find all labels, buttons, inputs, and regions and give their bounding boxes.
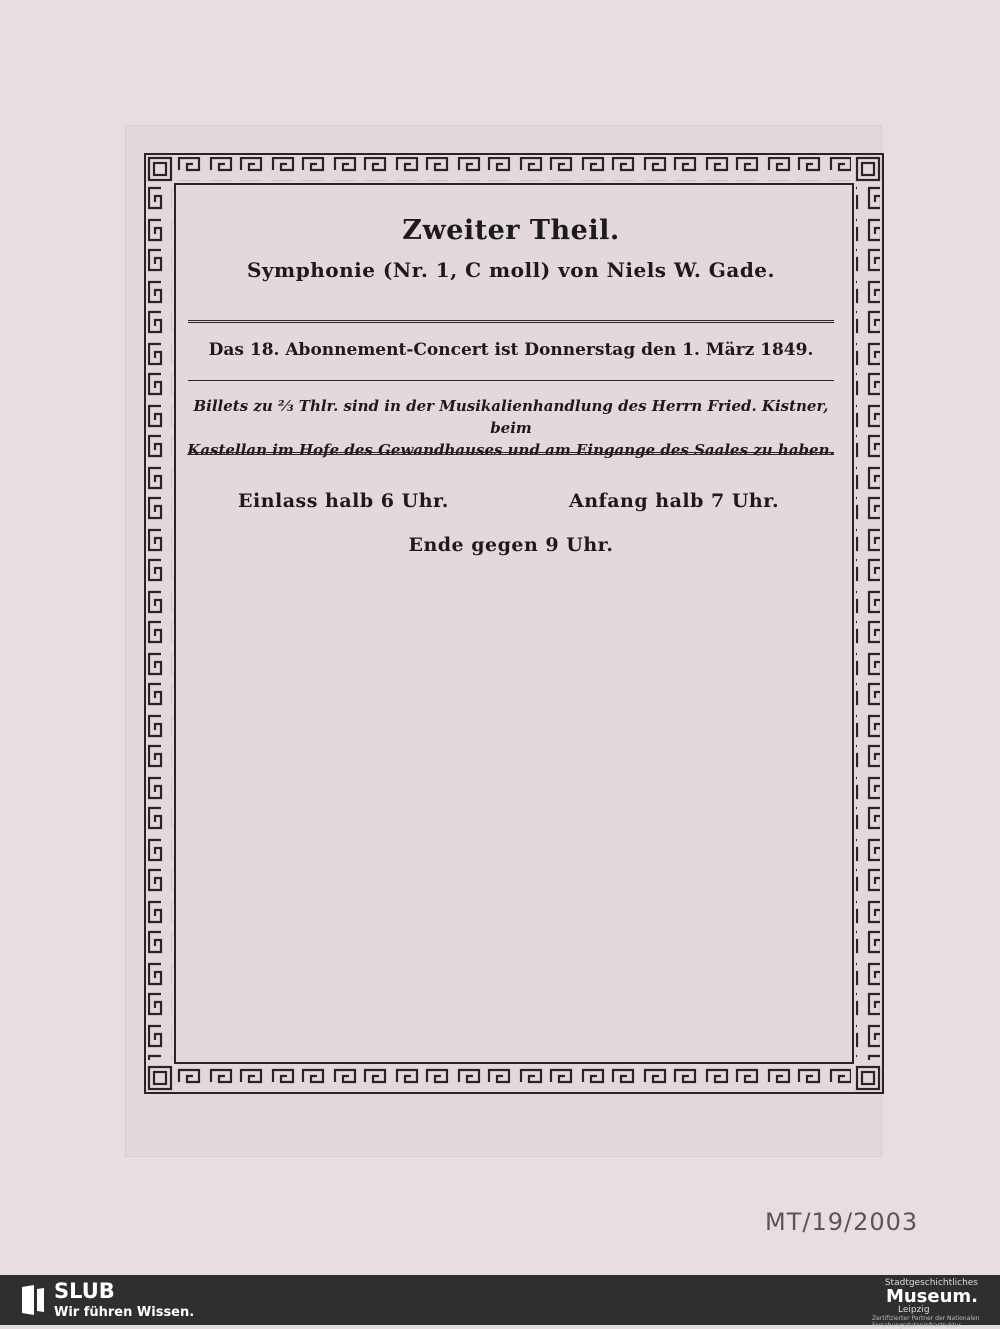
- end-time: Ende gegen 9 Uhr.: [408, 534, 614, 556]
- slub-tagline: Wir führen Wissen.: [54, 1305, 195, 1320]
- museum-name[interactable]: Museum.: [885, 1286, 978, 1307]
- divider-1: [188, 320, 834, 323]
- museum-partner-note: Zertifizierter Partner der Nationalen Forschungsdateninfrastruktur: [872, 1315, 980, 1329]
- divider-3: [188, 452, 834, 455]
- section-title: Zweiter Theil.: [402, 215, 620, 246]
- ticket-info-line-2: Kastellan im Hofe des Gewandhauses und am Eingange des Saales zu haben.: [187, 441, 835, 459]
- slub-name[interactable]: SLUB: [54, 1279, 115, 1303]
- museum-top-label: Stadtgeschichtliches: [884, 1278, 978, 1288]
- slub-logo-icon[interactable]: [20, 1283, 46, 1317]
- program-header: [175, 205, 847, 282]
- symphony-line: Symphonie (Nr. 1, C moll) von Niels W. Gade.: [246, 258, 775, 282]
- ticket-info-line-1: Billets zu ⅔ Thlr. sind in der Musikalienhandlung des Herrn Fried. Kistner, beim: [193, 397, 829, 437]
- greek-key-border: [143, 152, 885, 1095]
- concert-notice: Das 18. Abonnement-Concert ist Donnerstag den 1. März 1849.: [208, 340, 814, 360]
- museum-city: Leipzig: [898, 1305, 930, 1315]
- shelfmark-handwritten: MT/19/2003: [765, 1208, 919, 1236]
- admission-time: Einlass halb 6 Uhr.: [238, 490, 449, 512]
- start-time: Anfang halb 7 Uhr.: [569, 490, 780, 512]
- divider-2: [188, 380, 834, 381]
- ornamental-border: [143, 152, 885, 1095]
